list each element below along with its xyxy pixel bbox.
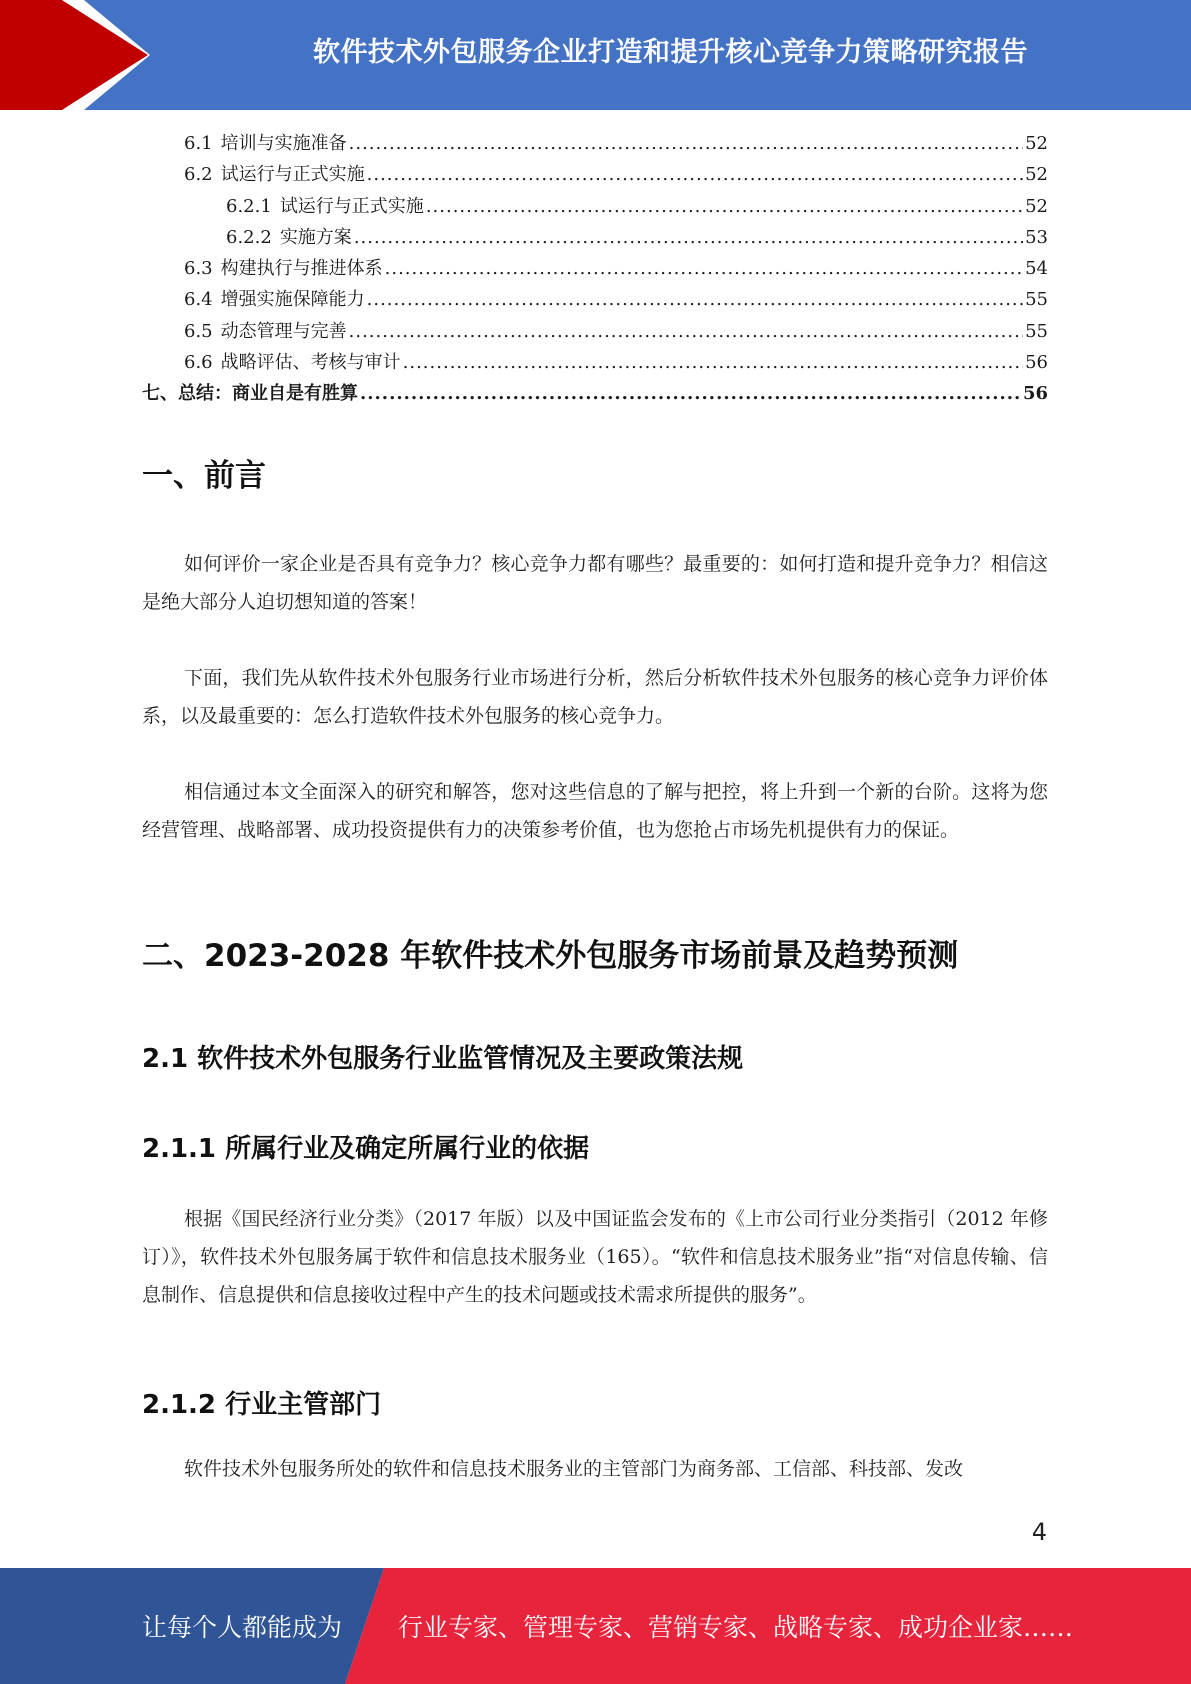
toc-entry-page: 52 bbox=[1025, 164, 1048, 186]
industry-paragraph: 根据《国民经济行业分类》（2017 年版）以及中国证监会发布的《上市公司行业分类指引（2012 年修订）》，软件技术外包服务属于软件和信息技术服务业（165）。“软件和信息技术服务业”指“对信息传输、信息制作、信息提供和信息接收过程中产生的技术问题或技术需求所提供的服务”。 bbox=[142, 1208, 1048, 1306]
header-title: 软件技术外包服务企业打造和提升核心竞争力策略研究报告 bbox=[313, 36, 1028, 68]
toc-entry-page: 55 bbox=[1025, 320, 1048, 342]
toc-entry[interactable] bbox=[142, 191, 1048, 222]
toc-entry-number: 6.6 bbox=[184, 352, 213, 374]
page-number: 4 bbox=[1031, 1518, 1047, 1546]
toc-entry-number: 6.4 bbox=[184, 289, 213, 311]
toc-entry-number: 6.2.2 bbox=[226, 226, 272, 248]
toc-dot-leader bbox=[367, 284, 1023, 315]
toc-entry[interactable] bbox=[142, 222, 1048, 253]
toc-entry-label: 增强实施保障能力 bbox=[220, 289, 365, 311]
toc-entry-number: 6.2 bbox=[184, 164, 213, 186]
toc-dot-leader bbox=[354, 222, 1023, 253]
toc-dot-leader bbox=[349, 316, 1023, 347]
toc-entry[interactable] bbox=[142, 159, 1048, 190]
toc-entry-label: 实施方案 bbox=[279, 226, 352, 248]
toc-entry-label: 试运行与正式实施 bbox=[279, 195, 424, 217]
toc-entry-number: 6.5 bbox=[184, 320, 213, 342]
toc-entry-number: 6.3 bbox=[184, 258, 213, 280]
toc-entry-label: 构建执行与推进体系 bbox=[220, 258, 383, 280]
toc-entry-label: 动态管理与完善 bbox=[220, 320, 347, 342]
toc-entry[interactable] bbox=[142, 284, 1048, 315]
toc-entry-page: 52 bbox=[1025, 195, 1048, 217]
industry-heading: 2.1.1 所属行业及确定所属行业的依据 bbox=[142, 1134, 590, 1164]
toc-dot-leader bbox=[385, 253, 1023, 284]
toc-dot-leader bbox=[403, 347, 1023, 378]
toc-entry[interactable] bbox=[142, 378, 1048, 409]
page-header bbox=[0, 0, 1191, 110]
preface-paragraph-1: 如何评价一家企业是否具有竞争力？核心竞争力都有哪些？最重要的：如何打造和提升竞争力？相信这是绝大部分人迫切想知道的答案！ bbox=[142, 553, 1048, 613]
toc-entry-label: 试运行与正式实施 bbox=[220, 164, 365, 186]
toc-entry-label: 培训与实施准备 bbox=[220, 133, 347, 154]
toc-dot-leader bbox=[349, 128, 1023, 159]
authority-paragraph: 软件技术外包服务所处的软件和信息技术服务业的主管部门为商务部、工信部、科技部、发改 bbox=[184, 1458, 964, 1480]
toc-dot-leader bbox=[426, 191, 1023, 222]
toc-entry[interactable] bbox=[142, 347, 1048, 378]
preface-heading: 一、前言 bbox=[142, 458, 266, 494]
toc-entry-number: 6.2.1 bbox=[226, 195, 272, 217]
policy-heading: 2.1 软件技术外包服务行业监管情况及主要政策法规 bbox=[142, 1044, 744, 1074]
authority-heading: 2.1.2 行业主管部门 bbox=[142, 1390, 382, 1420]
toc-dot-leader bbox=[367, 159, 1023, 190]
toc-entry-label: 七、总结：商业自是有胜算 bbox=[142, 383, 358, 405]
table-of-contents bbox=[142, 128, 1048, 410]
toc-entry-page: 56 bbox=[1025, 352, 1048, 374]
footer-slogan-left: 让每个人都能成为 bbox=[142, 1613, 343, 1642]
toc-entry[interactable] bbox=[142, 128, 1048, 159]
toc-entry[interactable] bbox=[142, 253, 1048, 284]
page-footer bbox=[0, 1568, 1191, 1684]
toc-entry-page: 55 bbox=[1025, 289, 1048, 311]
preface-paragraph-2: 下面，我们先从软件技术外包服务行业市场进行分析，然后分析软件技术外包服务的核心竞争力评价体系，以及最重要的：怎么打造软件技术外包服务的核心竞争力。 bbox=[142, 667, 1048, 727]
toc-dot-leader bbox=[360, 378, 1021, 409]
toc-entry-number: 6.1 bbox=[184, 133, 213, 154]
toc-entry-label: 战略评估、考核与审计 bbox=[220, 352, 401, 374]
market-heading: 二、2023-2028 年软件技术外包服务市场前景及趋势预测 bbox=[142, 938, 959, 974]
toc-entry-page: 54 bbox=[1025, 258, 1048, 280]
toc-entry-page: 56 bbox=[1022, 383, 1048, 405]
toc-entry-page: 53 bbox=[1025, 226, 1048, 248]
preface-paragraph-3: 相信通过本文全面深入的研究和解答，您对这些信息的了解与把控，将上升到一个新的台阶。这将为您经营管理、战略部署、成功投资提供有力的决策参考价值，也为您抢占市场先机提供有力的保证。 bbox=[142, 781, 1048, 841]
toc-entry[interactable] bbox=[142, 316, 1048, 347]
toc-entry-page: 52 bbox=[1025, 133, 1048, 154]
footer-slogan-right: 行业专家、管理专家、营销专家、战略专家、成功企业家…… bbox=[398, 1613, 1074, 1642]
